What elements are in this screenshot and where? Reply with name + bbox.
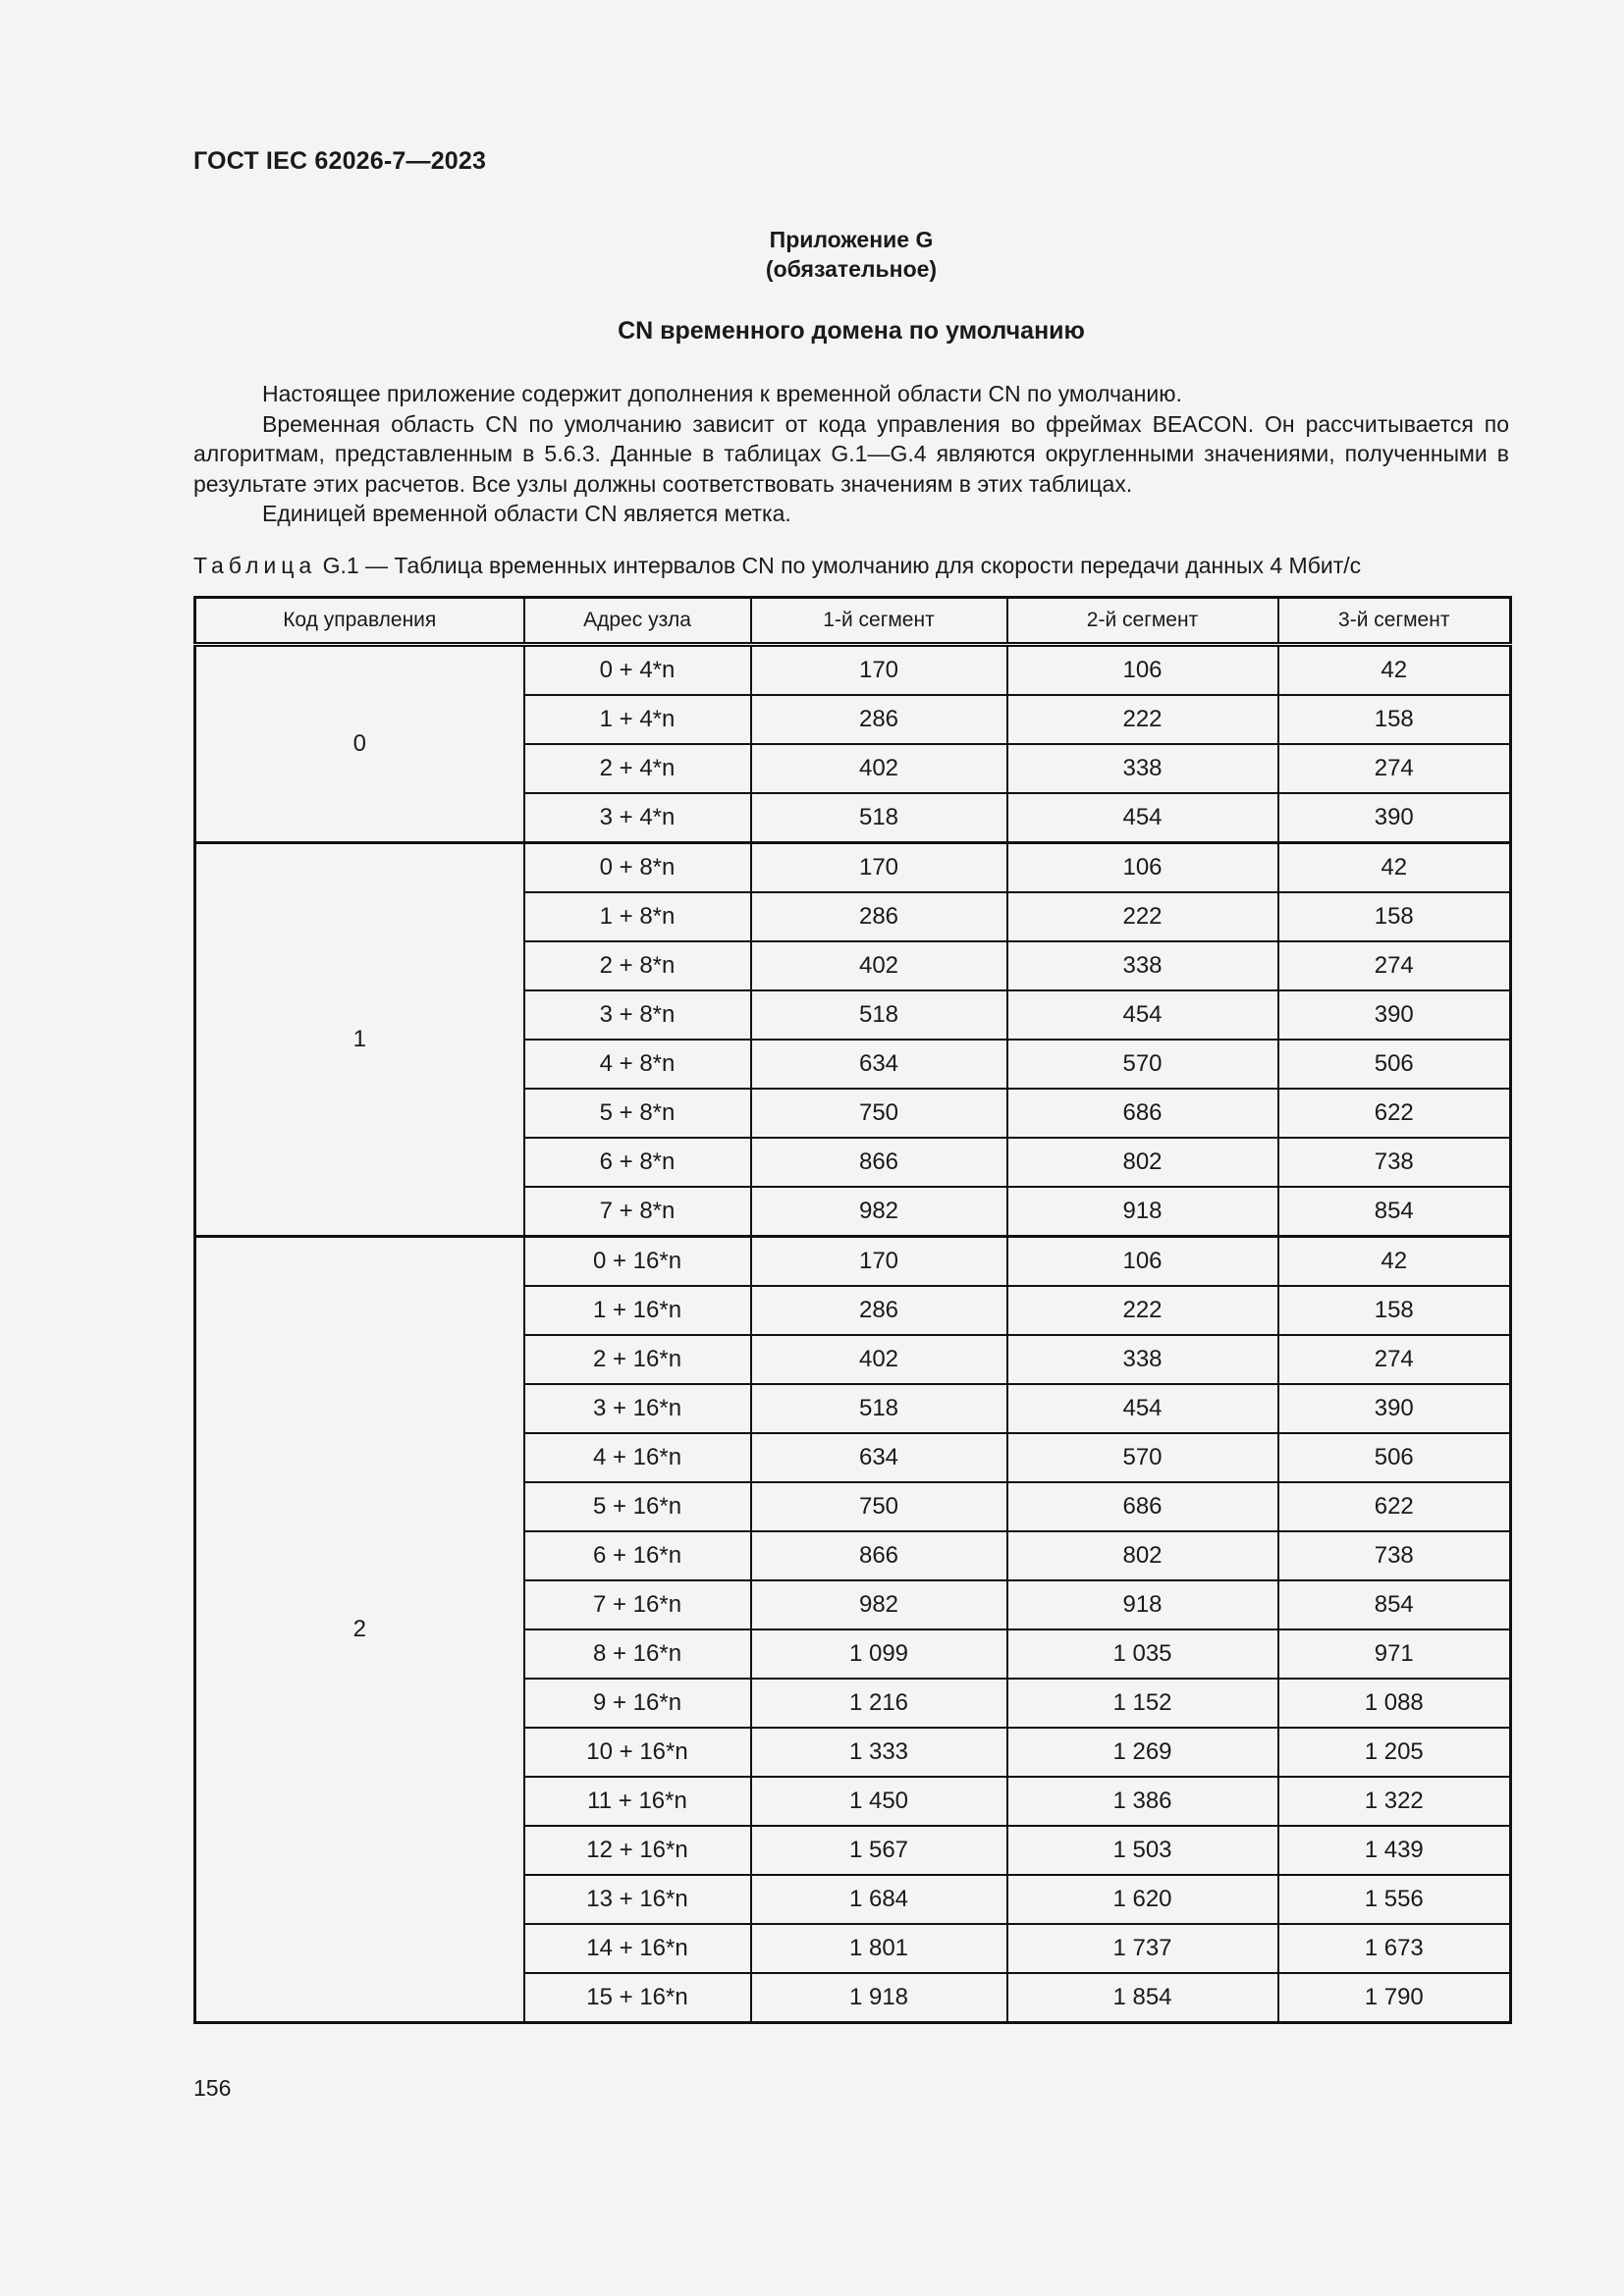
segment-value-cell: 158 xyxy=(1278,1286,1511,1335)
node-address-cell: 7 + 8*n xyxy=(524,1187,751,1237)
node-address-cell: 10 + 16*n xyxy=(524,1728,751,1777)
segment-value-cell: 622 xyxy=(1278,1089,1511,1138)
segment-value-cell: 390 xyxy=(1278,1384,1511,1433)
page-number: 156 xyxy=(193,2075,232,2101)
segment-value-cell: 738 xyxy=(1278,1531,1511,1580)
node-address-cell: 4 + 8*n xyxy=(524,1040,751,1089)
column-header: Код управления xyxy=(195,598,524,645)
node-address-cell: 8 + 16*n xyxy=(524,1629,751,1679)
segment-value-cell: 738 xyxy=(1278,1138,1511,1187)
segment-value-cell: 1 439 xyxy=(1278,1826,1511,1875)
node-address-cell: 3 + 8*n xyxy=(524,990,751,1040)
segment-value-cell: 1 322 xyxy=(1278,1777,1511,1826)
paragraph: Единицей временной области CN является метка. xyxy=(262,501,791,526)
annex-status: (обязательное) xyxy=(765,256,938,282)
segment-value-cell: 1 918 xyxy=(751,1973,1007,2023)
segment-value-cell: 286 xyxy=(751,1286,1007,1335)
segment-value-cell: 634 xyxy=(751,1433,1007,1482)
segment-value-cell: 506 xyxy=(1278,1433,1511,1482)
segment-value-cell: 971 xyxy=(1278,1629,1511,1679)
segment-value-cell: 1 216 xyxy=(751,1679,1007,1728)
paragraph: Временная область CN по умолчанию зависит от кода управления во фреймах BEACON. Он рассчитывается по алгоритмам, представленным в 5.6.3. Данные в таблицах G.1—G.4 являются округленными значениями, полученными в результате этих расчетов. Все узлы должны соответствовать значениям в этих таблицах. xyxy=(193,410,1509,497)
node-address-cell: 5 + 8*n xyxy=(524,1089,751,1138)
segment-value-cell: 222 xyxy=(1007,1286,1278,1335)
segment-value-cell: 106 xyxy=(1007,1237,1278,1287)
node-address-cell: 9 + 16*n xyxy=(524,1679,751,1728)
segment-value-cell: 274 xyxy=(1278,744,1511,793)
segment-value-cell: 750 xyxy=(751,1089,1007,1138)
segment-value-cell: 686 xyxy=(1007,1089,1278,1138)
segment-value-cell: 42 xyxy=(1278,645,1511,696)
segment-value-cell: 106 xyxy=(1007,843,1278,893)
segment-value-cell: 1 503 xyxy=(1007,1826,1278,1875)
segment-value-cell: 622 xyxy=(1278,1482,1511,1531)
section-title: CN временного домена по умолчанию xyxy=(618,317,1085,345)
segment-value-cell: 1 801 xyxy=(751,1924,1007,1973)
node-address-cell: 4 + 16*n xyxy=(524,1433,751,1482)
body-text xyxy=(193,379,1509,529)
data-table xyxy=(193,596,1512,2024)
segment-value-cell: 454 xyxy=(1007,1384,1278,1433)
segment-value-cell: 1 737 xyxy=(1007,1924,1278,1973)
column-header: 1-й сегмент xyxy=(751,598,1007,645)
segment-value-cell: 1 854 xyxy=(1007,1973,1278,2023)
segment-value-cell: 42 xyxy=(1278,1237,1511,1287)
table-caption-prefix: Таблица xyxy=(193,553,317,578)
control-code-cell: 1 xyxy=(195,843,524,1237)
segment-value-cell: 918 xyxy=(1007,1187,1278,1237)
segment-value-cell: 1 684 xyxy=(751,1875,1007,1924)
segment-value-cell: 1 673 xyxy=(1278,1924,1511,1973)
node-address-cell: 11 + 16*n xyxy=(524,1777,751,1826)
control-code-cell: 2 xyxy=(195,1237,524,2023)
segment-value-cell: 918 xyxy=(1007,1580,1278,1629)
node-address-cell: 1 + 4*n xyxy=(524,695,751,744)
node-address-cell: 12 + 16*n xyxy=(524,1826,751,1875)
node-address-cell: 6 + 16*n xyxy=(524,1531,751,1580)
segment-value-cell: 222 xyxy=(1007,892,1278,941)
segment-value-cell: 158 xyxy=(1278,695,1511,744)
segment-value-cell: 1 386 xyxy=(1007,1777,1278,1826)
segment-value-cell: 454 xyxy=(1007,990,1278,1040)
segment-value-cell: 518 xyxy=(751,1384,1007,1433)
segment-value-cell: 854 xyxy=(1278,1580,1511,1629)
segment-value-cell: 518 xyxy=(751,990,1007,1040)
column-header: Адрес узла xyxy=(524,598,751,645)
segment-value-cell: 1 099 xyxy=(751,1629,1007,1679)
node-address-cell: 14 + 16*n xyxy=(524,1924,751,1973)
segment-value-cell: 286 xyxy=(751,892,1007,941)
segment-value-cell: 222 xyxy=(1007,695,1278,744)
segment-value-cell: 750 xyxy=(751,1482,1007,1531)
segment-value-cell: 686 xyxy=(1007,1482,1278,1531)
segment-value-cell: 170 xyxy=(751,843,1007,893)
node-address-cell: 3 + 16*n xyxy=(524,1384,751,1433)
segment-value-cell: 518 xyxy=(751,793,1007,843)
node-address-cell: 5 + 16*n xyxy=(524,1482,751,1531)
segment-value-cell: 170 xyxy=(751,645,1007,696)
segment-value-cell: 1 035 xyxy=(1007,1629,1278,1679)
segment-value-cell: 982 xyxy=(751,1580,1007,1629)
column-header: 2-й сегмент xyxy=(1007,598,1278,645)
table-caption-text: G.1 — Таблица временных интервалов CN по умолчанию для скорости передачи данных 4 Мбит/с xyxy=(322,553,1362,578)
segment-value-cell: 802 xyxy=(1007,1138,1278,1187)
segment-value-cell: 1 088 xyxy=(1278,1679,1511,1728)
segment-value-cell: 1 450 xyxy=(751,1777,1007,1826)
segment-value-cell: 402 xyxy=(751,744,1007,793)
column-header: 3-й сегмент xyxy=(1278,598,1511,645)
segment-value-cell: 854 xyxy=(1278,1187,1511,1237)
annex-heading xyxy=(0,225,1624,284)
segment-value-cell: 1 152 xyxy=(1007,1679,1278,1728)
segment-value-cell: 338 xyxy=(1007,1335,1278,1384)
segment-value-cell: 506 xyxy=(1278,1040,1511,1089)
node-address-cell: 0 + 16*n xyxy=(524,1237,751,1287)
segment-value-cell: 570 xyxy=(1007,1433,1278,1482)
node-address-cell: 2 + 8*n xyxy=(524,941,751,990)
segment-value-cell: 402 xyxy=(751,1335,1007,1384)
annex-title: Приложение G xyxy=(769,227,934,252)
node-address-cell: 1 + 16*n xyxy=(524,1286,751,1335)
segment-value-cell: 402 xyxy=(751,941,1007,990)
segment-value-cell: 338 xyxy=(1007,744,1278,793)
table-row xyxy=(195,1237,1511,1287)
segment-value-cell: 1 205 xyxy=(1278,1728,1511,1777)
node-address-cell: 0 + 4*n xyxy=(524,645,751,696)
segment-value-cell: 634 xyxy=(751,1040,1007,1089)
segment-value-cell: 454 xyxy=(1007,793,1278,843)
node-address-cell: 2 + 16*n xyxy=(524,1335,751,1384)
table-row xyxy=(195,843,1511,893)
segment-value-cell: 570 xyxy=(1007,1040,1278,1089)
table-header-row xyxy=(195,598,1511,645)
table-body xyxy=(195,645,1511,2023)
segment-value-cell: 1 790 xyxy=(1278,1973,1511,2023)
node-address-cell: 13 + 16*n xyxy=(524,1875,751,1924)
node-address-cell: 0 + 8*n xyxy=(524,843,751,893)
table-caption xyxy=(193,553,1509,579)
node-address-cell: 7 + 16*n xyxy=(524,1580,751,1629)
segment-value-cell: 390 xyxy=(1278,793,1511,843)
segment-value-cell: 866 xyxy=(751,1531,1007,1580)
document-header: ГОСТ IEC 62026-7—2023 xyxy=(193,147,487,175)
segment-value-cell: 1 620 xyxy=(1007,1875,1278,1924)
segment-value-cell: 802 xyxy=(1007,1531,1278,1580)
table-row xyxy=(195,645,1511,696)
segment-value-cell: 1 556 xyxy=(1278,1875,1511,1924)
segment-value-cell: 1 567 xyxy=(751,1826,1007,1875)
node-address-cell: 6 + 8*n xyxy=(524,1138,751,1187)
segment-value-cell: 42 xyxy=(1278,843,1511,893)
node-address-cell: 2 + 4*n xyxy=(524,744,751,793)
node-address-cell: 1 + 8*n xyxy=(524,892,751,941)
segment-value-cell: 106 xyxy=(1007,645,1278,696)
segment-value-cell: 866 xyxy=(751,1138,1007,1187)
segment-value-cell: 274 xyxy=(1278,1335,1511,1384)
paragraph: Настоящее приложение содержит дополнения к временной области CN по умолчанию. xyxy=(262,381,1182,406)
segment-value-cell: 286 xyxy=(751,695,1007,744)
segment-value-cell: 158 xyxy=(1278,892,1511,941)
segment-value-cell: 338 xyxy=(1007,941,1278,990)
segment-value-cell: 390 xyxy=(1278,990,1511,1040)
segment-value-cell: 982 xyxy=(751,1187,1007,1237)
segment-value-cell: 1 333 xyxy=(751,1728,1007,1777)
node-address-cell: 15 + 16*n xyxy=(524,1973,751,2023)
segment-value-cell: 170 xyxy=(751,1237,1007,1287)
node-address-cell: 3 + 4*n xyxy=(524,793,751,843)
segment-value-cell: 1 269 xyxy=(1007,1728,1278,1777)
control-code-cell: 0 xyxy=(195,645,524,843)
segment-value-cell: 274 xyxy=(1278,941,1511,990)
